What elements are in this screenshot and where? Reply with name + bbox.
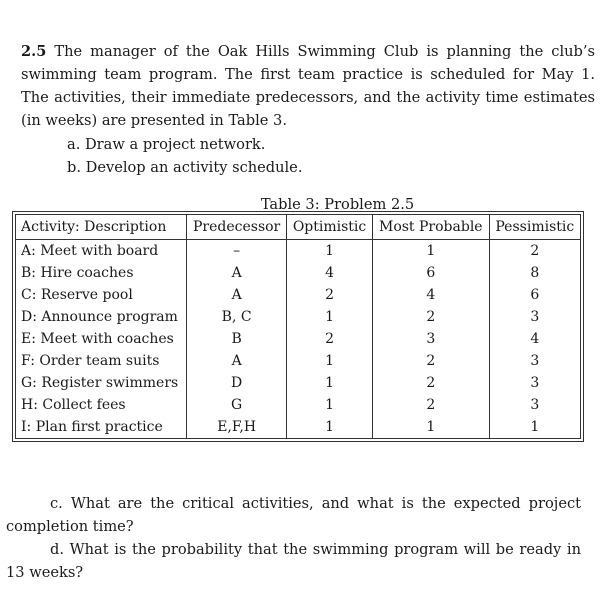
cell-activity: E: Meet with coaches [16,328,187,350]
question-d-text: d. What is the probability that the swimming program will be ready in 13 weeks? [6,541,581,581]
cell-most-probable: 4 [373,284,490,306]
header-activity: Activity: Description [16,215,187,240]
cell-optimistic: 2 [287,284,373,306]
table-caption: Table 3: Problem 2.5 [260,196,415,213]
table-row [16,306,581,328]
table-row [16,416,581,439]
question-c-text: c. What are the critical activities, and what is the expected project completion time? [6,495,581,535]
problem-parts [67,133,302,179]
cell-predecessor: A [187,350,287,372]
cell-most-probable: 3 [373,328,490,350]
cell-optimistic: 4 [287,262,373,284]
cell-pessimistic: 1 [489,416,580,439]
cell-pessimistic: 3 [489,372,580,394]
cell-pessimistic: 3 [489,306,580,328]
cell-predecessor: E,F,H [187,416,287,439]
problem-statement [21,40,595,132]
cell-most-probable: 2 [373,394,490,416]
cell-predecessor: – [187,240,287,263]
cell-optimistic: 1 [287,240,373,263]
cell-activity: A: Meet with board [16,240,187,263]
cell-activity: I: Plan first practice [16,416,187,439]
cell-predecessor: G [187,394,287,416]
table-row [16,372,581,394]
cell-predecessor: B, C [187,306,287,328]
cell-pessimistic: 8 [489,262,580,284]
table-header-row [16,215,581,240]
header-optimistic: Optimistic [287,215,373,240]
cell-activity: D: Announce program [16,306,187,328]
activity-table-frame [12,211,584,442]
cell-most-probable: 6 [373,262,490,284]
cell-activity: B: Hire coaches [16,262,187,284]
cell-predecessor: A [187,284,287,306]
cell-pessimistic: 3 [489,394,580,416]
header-predecessor: Predecessor [187,215,287,240]
table-row [16,328,581,350]
part-a: a. Draw a project network. [67,136,266,153]
problem-number: 2.5 [21,43,47,60]
cell-most-probable: 2 [373,350,490,372]
cell-optimistic: 1 [287,394,373,416]
table-row [16,394,581,416]
cell-activity: G: Register swimmers [16,372,187,394]
cell-most-probable: 2 [373,372,490,394]
cell-activity: H: Collect fees [16,394,187,416]
cell-predecessor: D [187,372,287,394]
cell-predecessor: A [187,262,287,284]
cell-most-probable: 1 [373,416,490,439]
cell-pessimistic: 6 [489,284,580,306]
problem-text: The manager of the Oak Hills Swimming Club is planning the club’s swimming team program. The first team practice is scheduled for May 1. The activities, their immediate predecessors, and the activity time estimates (in weeks) are presented in Table 3. [21,43,595,129]
table-row [16,240,581,263]
cell-predecessor: B [187,328,287,350]
header-pessimistic: Pessimistic [489,215,580,240]
cell-activity: C: Reserve pool [16,284,187,306]
cell-pessimistic: 2 [489,240,580,263]
cell-most-probable: 1 [373,240,490,263]
table-row [16,262,581,284]
cell-activity: F: Order team suits [16,350,187,372]
activity-table [15,214,581,439]
table-row [16,284,581,306]
cell-optimistic: 1 [287,372,373,394]
question-c [6,492,581,538]
cell-pessimistic: 3 [489,350,580,372]
header-most-probable: Most Probable [373,215,490,240]
cell-pessimistic: 4 [489,328,580,350]
cell-most-probable: 2 [373,306,490,328]
cell-optimistic: 1 [287,350,373,372]
table-row [16,350,581,372]
question-d [6,538,581,584]
part-b: b. Develop an activity schedule. [67,159,303,176]
cell-optimistic: 1 [287,416,373,439]
cell-optimistic: 1 [287,306,373,328]
cell-optimistic: 2 [287,328,373,350]
